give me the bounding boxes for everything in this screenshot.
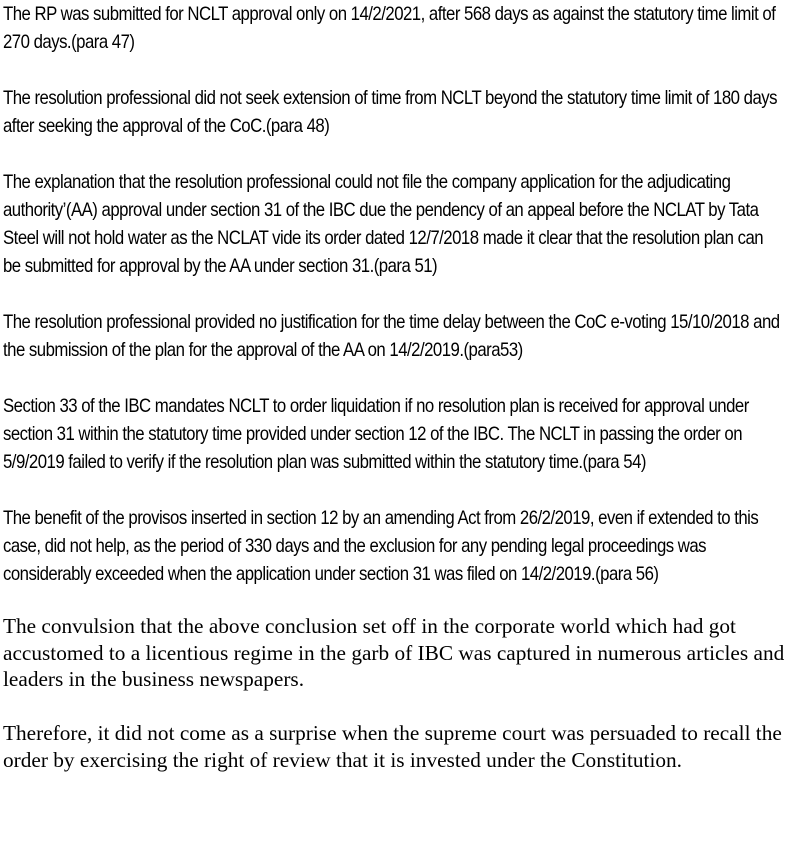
finding-para-54: Section 33 of the IBC mandates NCLT to order liquidation if no resolution plan is received for approval under section 31 within the statutory time provided under section 12 of the IBC. The NCLT in passing the order on 5/9/2019 failed to verify if the resolution plan was submitted within the statutory time.(para 54) <box>3 395 749 473</box>
paragraph-gap <box>3 56 783 84</box>
document-body <box>3 0 783 774</box>
paragraph-gap <box>3 693 783 720</box>
finding-para-47: The RP was submitted for NCLT approval only on 14/2/2021, after 568 days as against the statutory time limit of 270 days.(para 47) <box>3 3 776 53</box>
commentary-convulsion: The convulsion that the above conclusion set off in the corporate world which had got accustomed to a licentious regime in the garb of IBC was captured in numerous articles and leaders in the business newspapers. <box>3 614 785 692</box>
paragraph-gap <box>3 476 783 504</box>
finding-para-53: The resolution professional provided no justification for the time delay between the CoC e-voting 15/10/2018 and the submission of the plan for the approval of the AA on 14/2/2019.(para53) <box>3 311 780 361</box>
finding-para-56: The benefit of the provisos inserted in section 12 by an amending Act from 26/2/2019, even if extended to this case, did not help, as the period of 330 days and the exclusion for any pending legal proceedings was considerably exceeded when the application under section 31 was filed on 14/2/2019.(para 56) <box>3 507 759 585</box>
commentary-review: Therefore, it did not come as a surprise when the supreme court was persuaded to recall the order by exercising the right of review that it is invested under the Constitution. <box>3 721 782 772</box>
finding-para-51: The explanation that the resolution professional could not file the company application for the adjudicating authority’(AA) approval under section 31 of the IBC due the pendency of an appeal before the NCLAT by Tata Steel will not hold water as the NCLAT vide its order dated 12/7/2018 made it clear that the resolution plan can be submitted for approval by the AA under section 31.(para 51) <box>3 171 764 277</box>
finding-para-48: The resolution professional did not seek extension of time from NCLT beyond the statutory time limit of 180 days after seeking the approval of the CoC.(para 48) <box>3 87 777 137</box>
paragraph-gap <box>3 588 783 613</box>
paragraph-gap <box>3 280 783 308</box>
paragraph-gap <box>3 364 783 392</box>
paragraph-gap <box>3 140 783 168</box>
